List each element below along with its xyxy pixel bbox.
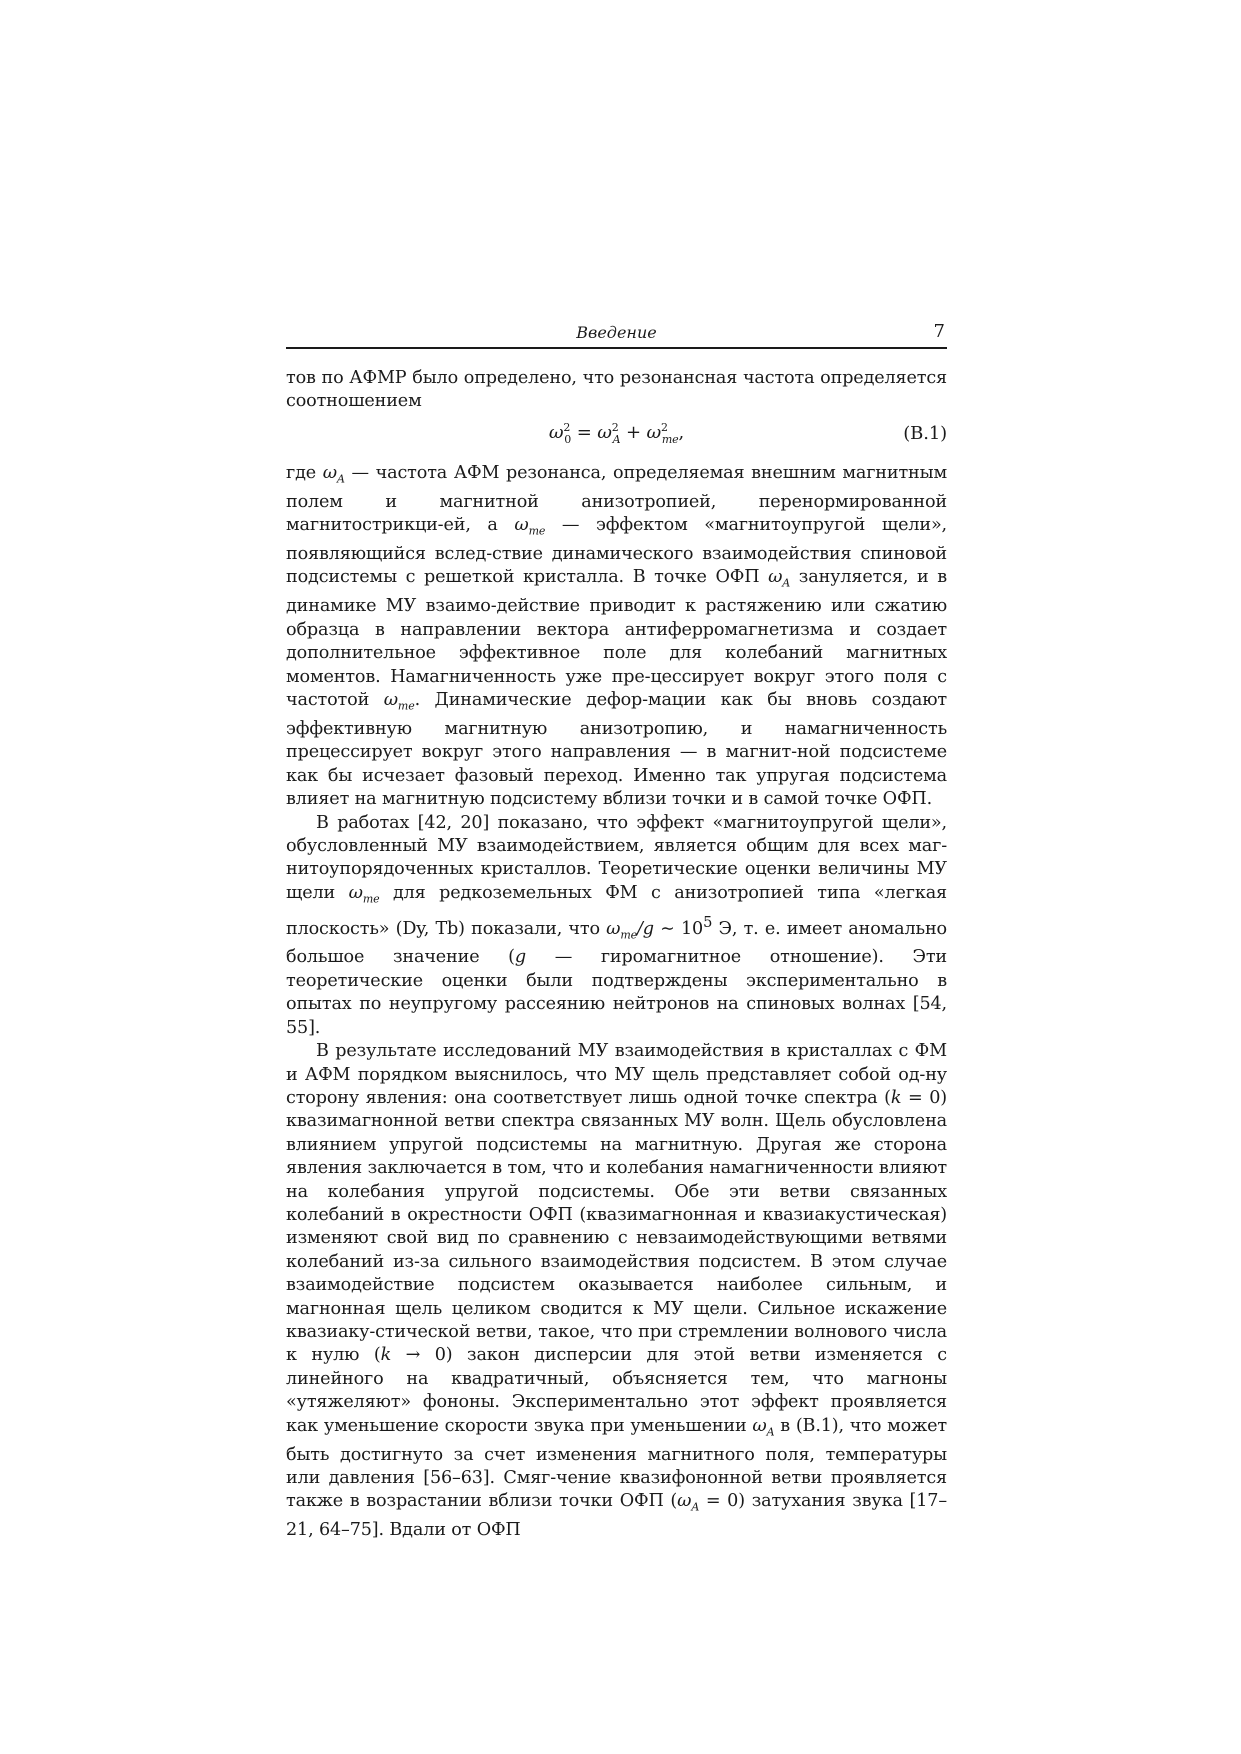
math-omega-me: $\omega_{me}$ — [514, 515, 546, 538]
body-text — [286, 367, 947, 1543]
math-omega-a: $\omega_A$ — [752, 1415, 775, 1439]
paragraph-3-text-4: ) затухания звука [17–21, 64–75]. Вдали от ОФП — [286, 1491, 947, 1541]
paragraph-2: В работах [42, 20] показано, что эффект «магнитоупругой щели», обусловленный МУ взаимодействием, является общим для всех маг-нитоупорядоченных кристаллов. Теоретические оценки величины МУ щели $\omega_{me}$ для редкоземельных ФМ с анизотропией типа «легкая плоскость» (Dy, Tb) показали, что $\omega_{me}/g$ ∼ $10^5$ Э, т. е. имеет аномально большое значение (g — гиромагнитное отношение). Эти теоретические оценки были подтверждены экспериментально в опытах по неупругому рассеянию нейтронов на спиновых волнах [54, 55]. — [286, 812, 948, 1038]
paragraph-3-text-1: ) квазимагнонной ветви спектра связанных МУ волн. Щель обусловлена влиянием упругой подсистемы на магнитную. Другая же сторона явления заключается в том, что и колебания намагниченности влияют на колебания упругой подсистемы. Обе эти ветви связанных колебаний в окрестности ОФП (квазимагнонная и квазиакустическая) изменяют свой вид по сравнению с невзаимодействующими ветвями колебаний из-за сильного взаимодействия подсистем. В этом случае взаимодействие подсистем оказывается наиболее сильным, и магнонная щель целиком сводится к МУ щели. Сильное искажение квазиаку-стической ветви, такое, что при стремлении волнового числа к нулю ( — [286, 1087, 947, 1366]
paragraph-1-text-1: — частота АФМ резонанса, определяемая внешним магнитным полем и магнитной анизотропией, перенормированной магнитострикци-ей, а — [286, 462, 947, 536]
paragraph-1-text-0: где — [286, 462, 323, 483]
math-omega-a-zero: $\omega_A$ — [677, 1491, 700, 1514]
page-number: 7 — [933, 321, 945, 342]
math-k-zero: k — [890, 1087, 902, 1108]
math-omega-a: $\omega_A$ — [322, 462, 345, 486]
paragraph-2-text-0: В работах [42, 20] показано, что эффект «магнитоупругой щели», обусловленный МУ взаимодействием, является общим для всех маг-нитоупорядоченных кристаллов. Теоретические оценки величины МУ щели — [286, 812, 947, 903]
paragraph-1-text-3: зануляется, и в динамике МУ взаимо-действие приводит к растяжению или сжатию образца в направлении вектора антиферромагнетизма и создает дополнительное эффективное поле для колебаний магнитных моментов. Намагниченность уже пре-цессирует вокруг этого поля с частотой — [286, 567, 947, 711]
header-title: Введение — [576, 323, 657, 342]
math-k-limit: k — [380, 1345, 392, 1366]
math-g: g — [514, 947, 527, 968]
math-gap-estimate: $\omega_{me}/g$ — [606, 918, 654, 942]
equation-b1 — [286, 414, 947, 454]
paragraph-3-text-0: В результате исследований МУ взаимодействия в кристаллах с ФМ и АФМ порядком выяснилось, что МУ щель представляет собой од-ну сторону явления: она соответствует лишь одной точке спектра ( — [286, 1041, 947, 1108]
paragraph-2-text-3: — гиромагнитное отношение). Эти теоретические оценки были подтверждены экспериментально в опытах по неупругому рассеянию нейтронов на спиновых волнах [54, 55]. — [286, 947, 947, 1038]
equation-formula: $\omega^2_0 = \omega^2_A + \omega^2_{me}$, — [548, 421, 685, 446]
paragraph-3-text-2: ) закон дисперсии для этой ветви изменяется с линейного на квадратичный, объясняется тем, что магноны «утяжеляют» фононы. Экспериментально этот эффект проявляется как уменьшение скорости звука при уменьшении — [286, 1345, 947, 1436]
paragraph-1 — [286, 462, 947, 812]
paragraph-1-text-4: . Динамические дефор-мации как бы вновь создают эффективную магнитную анизотропию, и намагниченность прецессирует вокруг этого направления — в магнит-ной подсистеме как бы исчезает фазовый переход. Именно так упругая подсистема влияет на магнитную подсистему вблизи точки и в самой точке ОФП. — [286, 690, 947, 810]
paragraph-3: В результате исследований МУ взаимодействия в кристаллах с ФМ и АФМ порядком выяснилось, что МУ щель представляет собой од-ну сторону явления: она соответствует лишь одной точке спектра (k = 0) квазимагнонной ветви спектра связанных МУ волн. Щель обусловлена влиянием упругой подсистемы на магнитную. Другая же сторона явления заключается в том, что и колебания намагниченности влияют на колебания упругой подсистемы. Обе эти ветви связанных колебаний в окрестности ОФП (квазимагнонная и квазиакустическая) изменяют свой вид по сравнению с невзаимодействующими ветвями колебаний из-за сильного взаимодействия подсистем. В этом случае взаимодействие подсистем оказывается наиболее сильным, и магнонная щель целиком сводится к МУ щели. Сильное искажение квазиаку-стической ветви, такое, что при стремлении волнового числа к нулю (k → 0) закон дисперсии для этой ветви изменяется с линейного на квадратичный, объясняется тем, что магноны «утяжеляют» фононы. Экспериментально этот эффект проявляется как уменьшение скорости звука при уменьшении $\omega_A$ в (B.1), что может быть достигнуто за счет изменения магнитного поля, температуры или давления [56–63]. Смяг-чение квазифононной ветви проявляется также в возрастании вблизи точки ОФП $(\omega_A = 0)$ затухания звука [17–21, 64–75]. Вдали от ОФП — [286, 1041, 948, 1541]
equation-number: (B.1) — [903, 422, 947, 444]
math-omega-me: $\omega_{me}$ — [348, 882, 380, 906]
intro-paragraph: тов по АФМР было определено, что резонансная частота определяется соотношением — [286, 368, 947, 412]
paragraph-1-text-2: — эффектом «магнитоупругой щели», появляющийся вслед-ствие динамического взаимодействия спиновой подсистемы с решеткой кристалла. В точке ОФП — [286, 515, 947, 588]
running-header — [286, 321, 947, 349]
math-omega-a: $\omega_A$ — [768, 567, 791, 590]
math-omega-me: $\omega_{me}$ — [383, 690, 415, 713]
paragraph-2-text-1: для редкоземельных ФМ с анизотропией типа «легкая плоскость» (Dy, Tb) показали, что — [286, 882, 948, 939]
paragraph-3-text-3: в (B.1), что может быть достигнуто за счет изменения магнитного поля, температуры или давления [56–63]. Смяг-чение квазифононной ветви проявляется также в возрастании вблизи точки ОФП ( — [286, 1415, 948, 1512]
paragraph-2-text-2: Э, т. е. имеет аномально большое значение ( — [286, 918, 947, 968]
